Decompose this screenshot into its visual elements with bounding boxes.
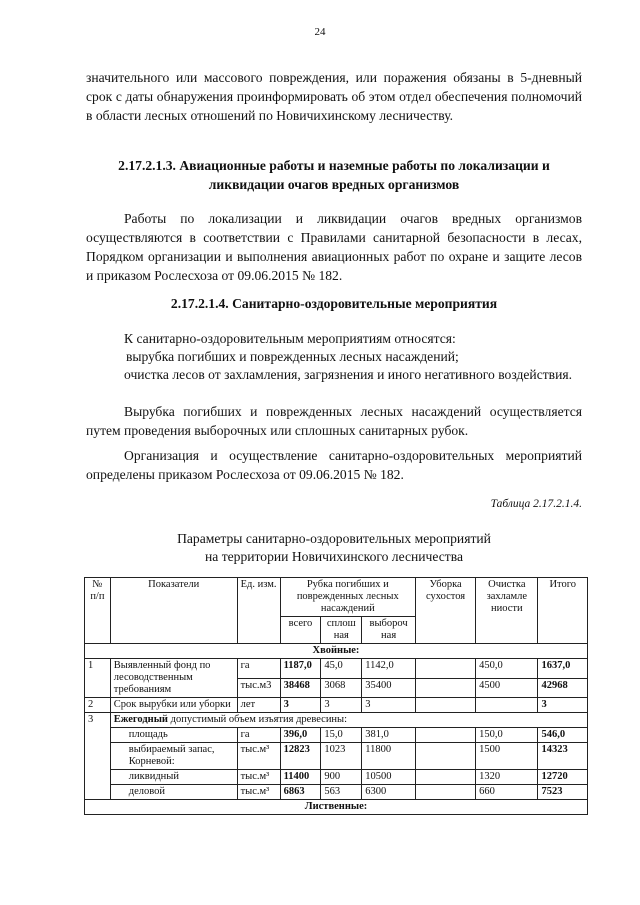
cell-selective: 381,0: [362, 728, 416, 743]
cell-sum: 3: [538, 698, 588, 713]
header-sum: Итого: [538, 578, 588, 644]
cell-sum: 1637,0: [538, 659, 588, 679]
cell-cleaning: 450,0: [476, 659, 538, 679]
cell-deadwood: [415, 743, 475, 770]
header-unit: Ед. изм.: [237, 578, 280, 644]
section-row-deciduous: [85, 800, 588, 815]
cell-clear: 3068: [321, 678, 362, 698]
cell-cleaning: 1500: [476, 743, 538, 770]
cell-name: Срок вырубки или уборки: [110, 698, 237, 713]
cell-deadwood: [415, 770, 475, 785]
cell-sum: 12720: [538, 770, 588, 785]
group-label-rest: допустимый объем изъятия древесины:: [167, 714, 348, 725]
table-label: Таблица 2.17.2.1.4.: [490, 498, 582, 510]
cell-deadwood: [415, 728, 475, 743]
cell-cleaning: 1320: [476, 770, 538, 785]
table-row: [85, 698, 588, 713]
table-row: [85, 785, 588, 800]
cell-sum: 7523: [538, 785, 588, 800]
header-deadwood: Уборка сухостоя: [415, 578, 475, 644]
sanitary-paragraph-2: Организация и осуществление санитарно-оздоровительных мероприятий определены приказом Рослесхоза от 09.06.2015 № 182.: [86, 448, 582, 482]
cell-clear: 1023: [321, 743, 362, 770]
cell-total: 12823: [280, 743, 321, 770]
header-indicator: Показатели: [110, 578, 237, 644]
group-label: [110, 713, 587, 728]
header-felling: Рубка погибших и поврежденных лесных насаждений: [280, 578, 415, 617]
sanitary-paragraph-1: Вырубка погибших и поврежденных лесных насаждений осуществляется путем проведения выборочных или сплошных санитарных рубок.: [86, 404, 582, 438]
cell-deadwood: [415, 678, 475, 698]
section-row-conifer: [85, 644, 588, 659]
cell-clear: 15,0: [321, 728, 362, 743]
table-row: [85, 659, 588, 679]
cell-name: деловой: [110, 785, 237, 800]
section-deciduous: Лиственные:: [85, 800, 588, 815]
cell-total: 11400: [280, 770, 321, 785]
cell-selective: 10500: [362, 770, 416, 785]
cell-name: выбираемый запас, Корневой:: [110, 743, 237, 770]
cell-name: площадь: [110, 728, 237, 743]
cell-name: ликвидный: [110, 770, 237, 785]
cell-unit: тыс.м³: [237, 743, 280, 770]
cell-deadwood: [415, 785, 475, 800]
header-selective: выбороч ная: [362, 617, 416, 644]
cell-unit: лет: [237, 698, 280, 713]
cell-name: Выявленный фонд по лесоводственным требованиям: [110, 659, 237, 698]
table-row: [85, 713, 588, 728]
table-row: [85, 743, 588, 770]
cell-clear: 45,0: [321, 659, 362, 679]
aviation-paragraph: Работы по локализации и ликвидации очагов вредных организмов осуществляются в соответствии с Правилами санитарной безопасности в лесах, Порядком организации и выполнения авиационных работ по охране и защите лесов и приказом Рослесхоза от 09.06.2015 № 182.: [86, 211, 582, 283]
intro-paragraph: значительного или массового повреждения, или поражения обязаны в 5-дневный срок с даты обнаружения проинформировать об этом отдел обеспечения полномочий в области лесных отношений по Новичихинскому лесничеству.: [86, 70, 582, 123]
cell-unit: тыс.м3: [237, 678, 280, 698]
cell-unit: тыс.м³: [237, 770, 280, 785]
parameters-table: [84, 577, 588, 815]
cell-cleaning: [476, 698, 538, 713]
cell-clear: 3: [321, 698, 362, 713]
group-label-bold: Ежегодный: [113, 714, 168, 725]
sanitary-lead: К санитарно-оздоровительным мероприятиям относятся:: [124, 331, 456, 346]
cell-total: 6863: [280, 785, 321, 800]
cell-clear: 900: [321, 770, 362, 785]
cell-deadwood: [415, 659, 475, 679]
header-cleaning: Очистка захламле ниости: [476, 578, 538, 644]
sanitary-item-2: очистка лесов от захламления, загрязнения и иного негативного воздействия.: [124, 367, 573, 382]
cell-cleaning: 4500: [476, 678, 538, 698]
cell-unit: га: [237, 728, 280, 743]
header-total: всего: [280, 617, 321, 644]
section-heading-aviation: 2.17.2.1.3. Авиационные работы и наземные работы по локализации и ликвидации очагов вредных организмов: [118, 158, 550, 192]
cell-selective: 3: [362, 698, 416, 713]
cell-sum: 14323: [538, 743, 588, 770]
cell-num: 2: [85, 698, 111, 713]
table-title-line-2: на территории Новичихинского лесничества: [205, 549, 463, 564]
cell-total: 38468: [280, 678, 321, 698]
sanitary-item-1: вырубка погибших и поврежденных лесных насаждений;: [126, 349, 459, 364]
section-conifer: Хвойные:: [85, 644, 588, 659]
cell-unit: тыс.м³: [237, 785, 280, 800]
cell-total: 1187,0: [280, 659, 321, 679]
cell-clear: 563: [321, 785, 362, 800]
cell-total: 396,0: [280, 728, 321, 743]
cell-total: 3: [280, 698, 321, 713]
cell-selective: 11800: [362, 743, 416, 770]
cell-sum: 546,0: [538, 728, 588, 743]
cell-num: 1: [85, 659, 111, 698]
header-num: № п/п: [85, 578, 111, 644]
cell-deadwood: [415, 698, 475, 713]
table-row: [85, 770, 588, 785]
cell-cleaning: 660: [476, 785, 538, 800]
table-row: [85, 728, 588, 743]
header-clear: сплош ная: [321, 617, 362, 644]
table-title-line-1: Параметры санитарно-оздоровительных мероприятий: [177, 531, 491, 546]
page-number: 24: [314, 26, 326, 38]
cell-sum: 42968: [538, 678, 588, 698]
cell-cleaning: 150,0: [476, 728, 538, 743]
section-heading-sanitary: 2.17.2.1.4. Санитарно-оздоровительные мероприятия: [170, 296, 498, 311]
cell-selective: 6300: [362, 785, 416, 800]
cell-selective: 1142,0: [362, 659, 416, 679]
cell-selective: 35400: [362, 678, 416, 698]
table-header-row: [85, 578, 588, 617]
cell-num: 3: [85, 713, 111, 800]
cell-unit: га: [237, 659, 280, 679]
